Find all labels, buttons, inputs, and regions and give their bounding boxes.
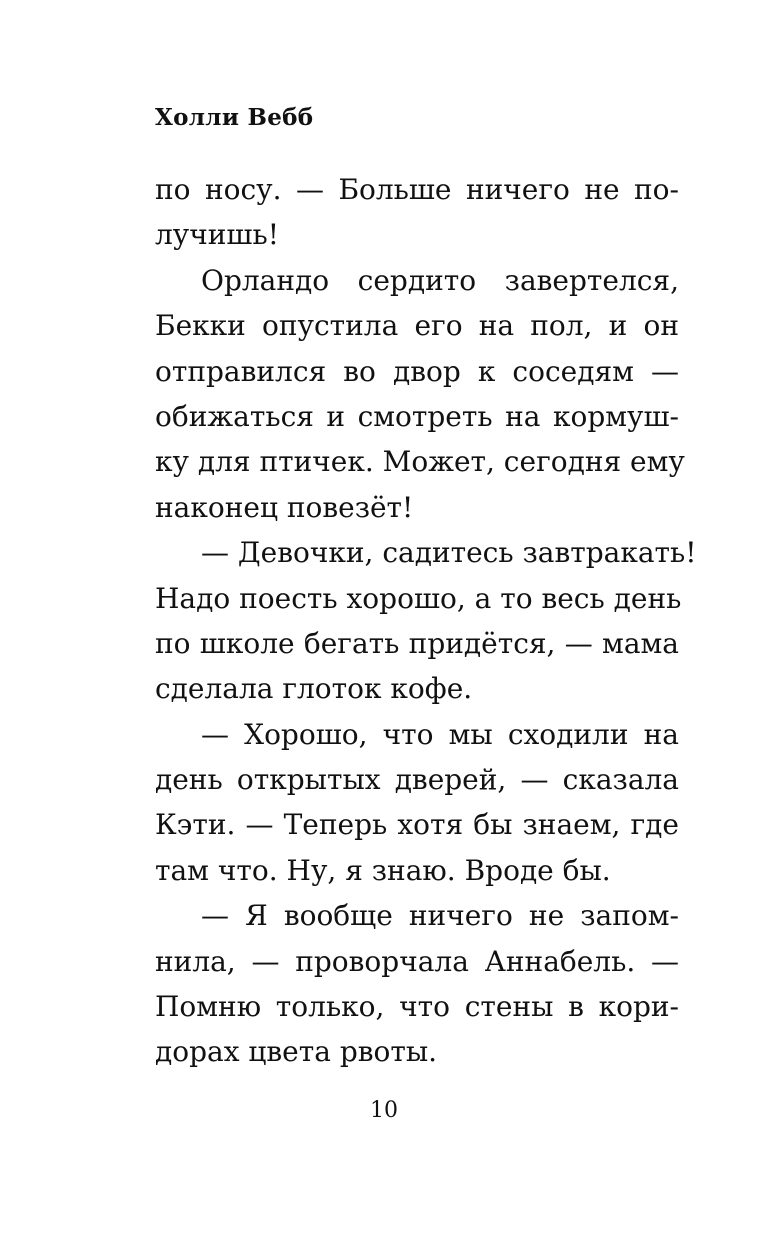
text-line: отправился во двор к соседям — (155, 354, 679, 388)
text-line: по носу. — Больше ничего не по- (155, 173, 679, 206)
text-line: Надо поесть хорошо, а то весь день (155, 581, 682, 615)
text-line: Помню только, что стены в кори- (155, 990, 679, 1024)
text-line: наконец повезёт! (155, 490, 414, 524)
body-text (155, 167, 697, 1075)
text-line: сделала глоток кофе. (155, 672, 473, 706)
paragraph (155, 167, 679, 258)
text-line: день открытых дверей, — сказала (155, 763, 679, 797)
text-line: — Я вообще ничего не запом- (201, 899, 679, 933)
text-line: Кэти. — Теперь хотя бы знаем, где (155, 808, 679, 842)
text-line: Бекки опустила его на пол, и он (155, 309, 679, 343)
text-line: лучишь! (155, 218, 279, 252)
page-number: 10 (370, 1098, 398, 1123)
text-line: — Девочки, садитесь завтракать! (201, 536, 697, 570)
paragraph (155, 712, 679, 894)
paragraph (155, 893, 679, 1075)
text-line: Орландо сердито завертелся, (201, 263, 679, 297)
running-header-author: Холли Вебб (155, 104, 314, 131)
paragraph (155, 258, 685, 530)
text-line: там что. Ну, я знаю. Вроде бы. (155, 853, 611, 887)
text-line: ку для птичек. Может, сегодня ему (155, 445, 685, 479)
paragraph (155, 530, 697, 712)
text-line: по школе бегать придётся, — мама (155, 626, 679, 660)
text-line: обижаться и смотреть на кормуш- (155, 399, 679, 433)
text-line: дорах цвета рвоты. (155, 1035, 438, 1069)
text-line: — Хорошо, что мы сходили на (201, 717, 679, 751)
text-line: нила, — проворчала Аннабель. — (155, 944, 679, 978)
